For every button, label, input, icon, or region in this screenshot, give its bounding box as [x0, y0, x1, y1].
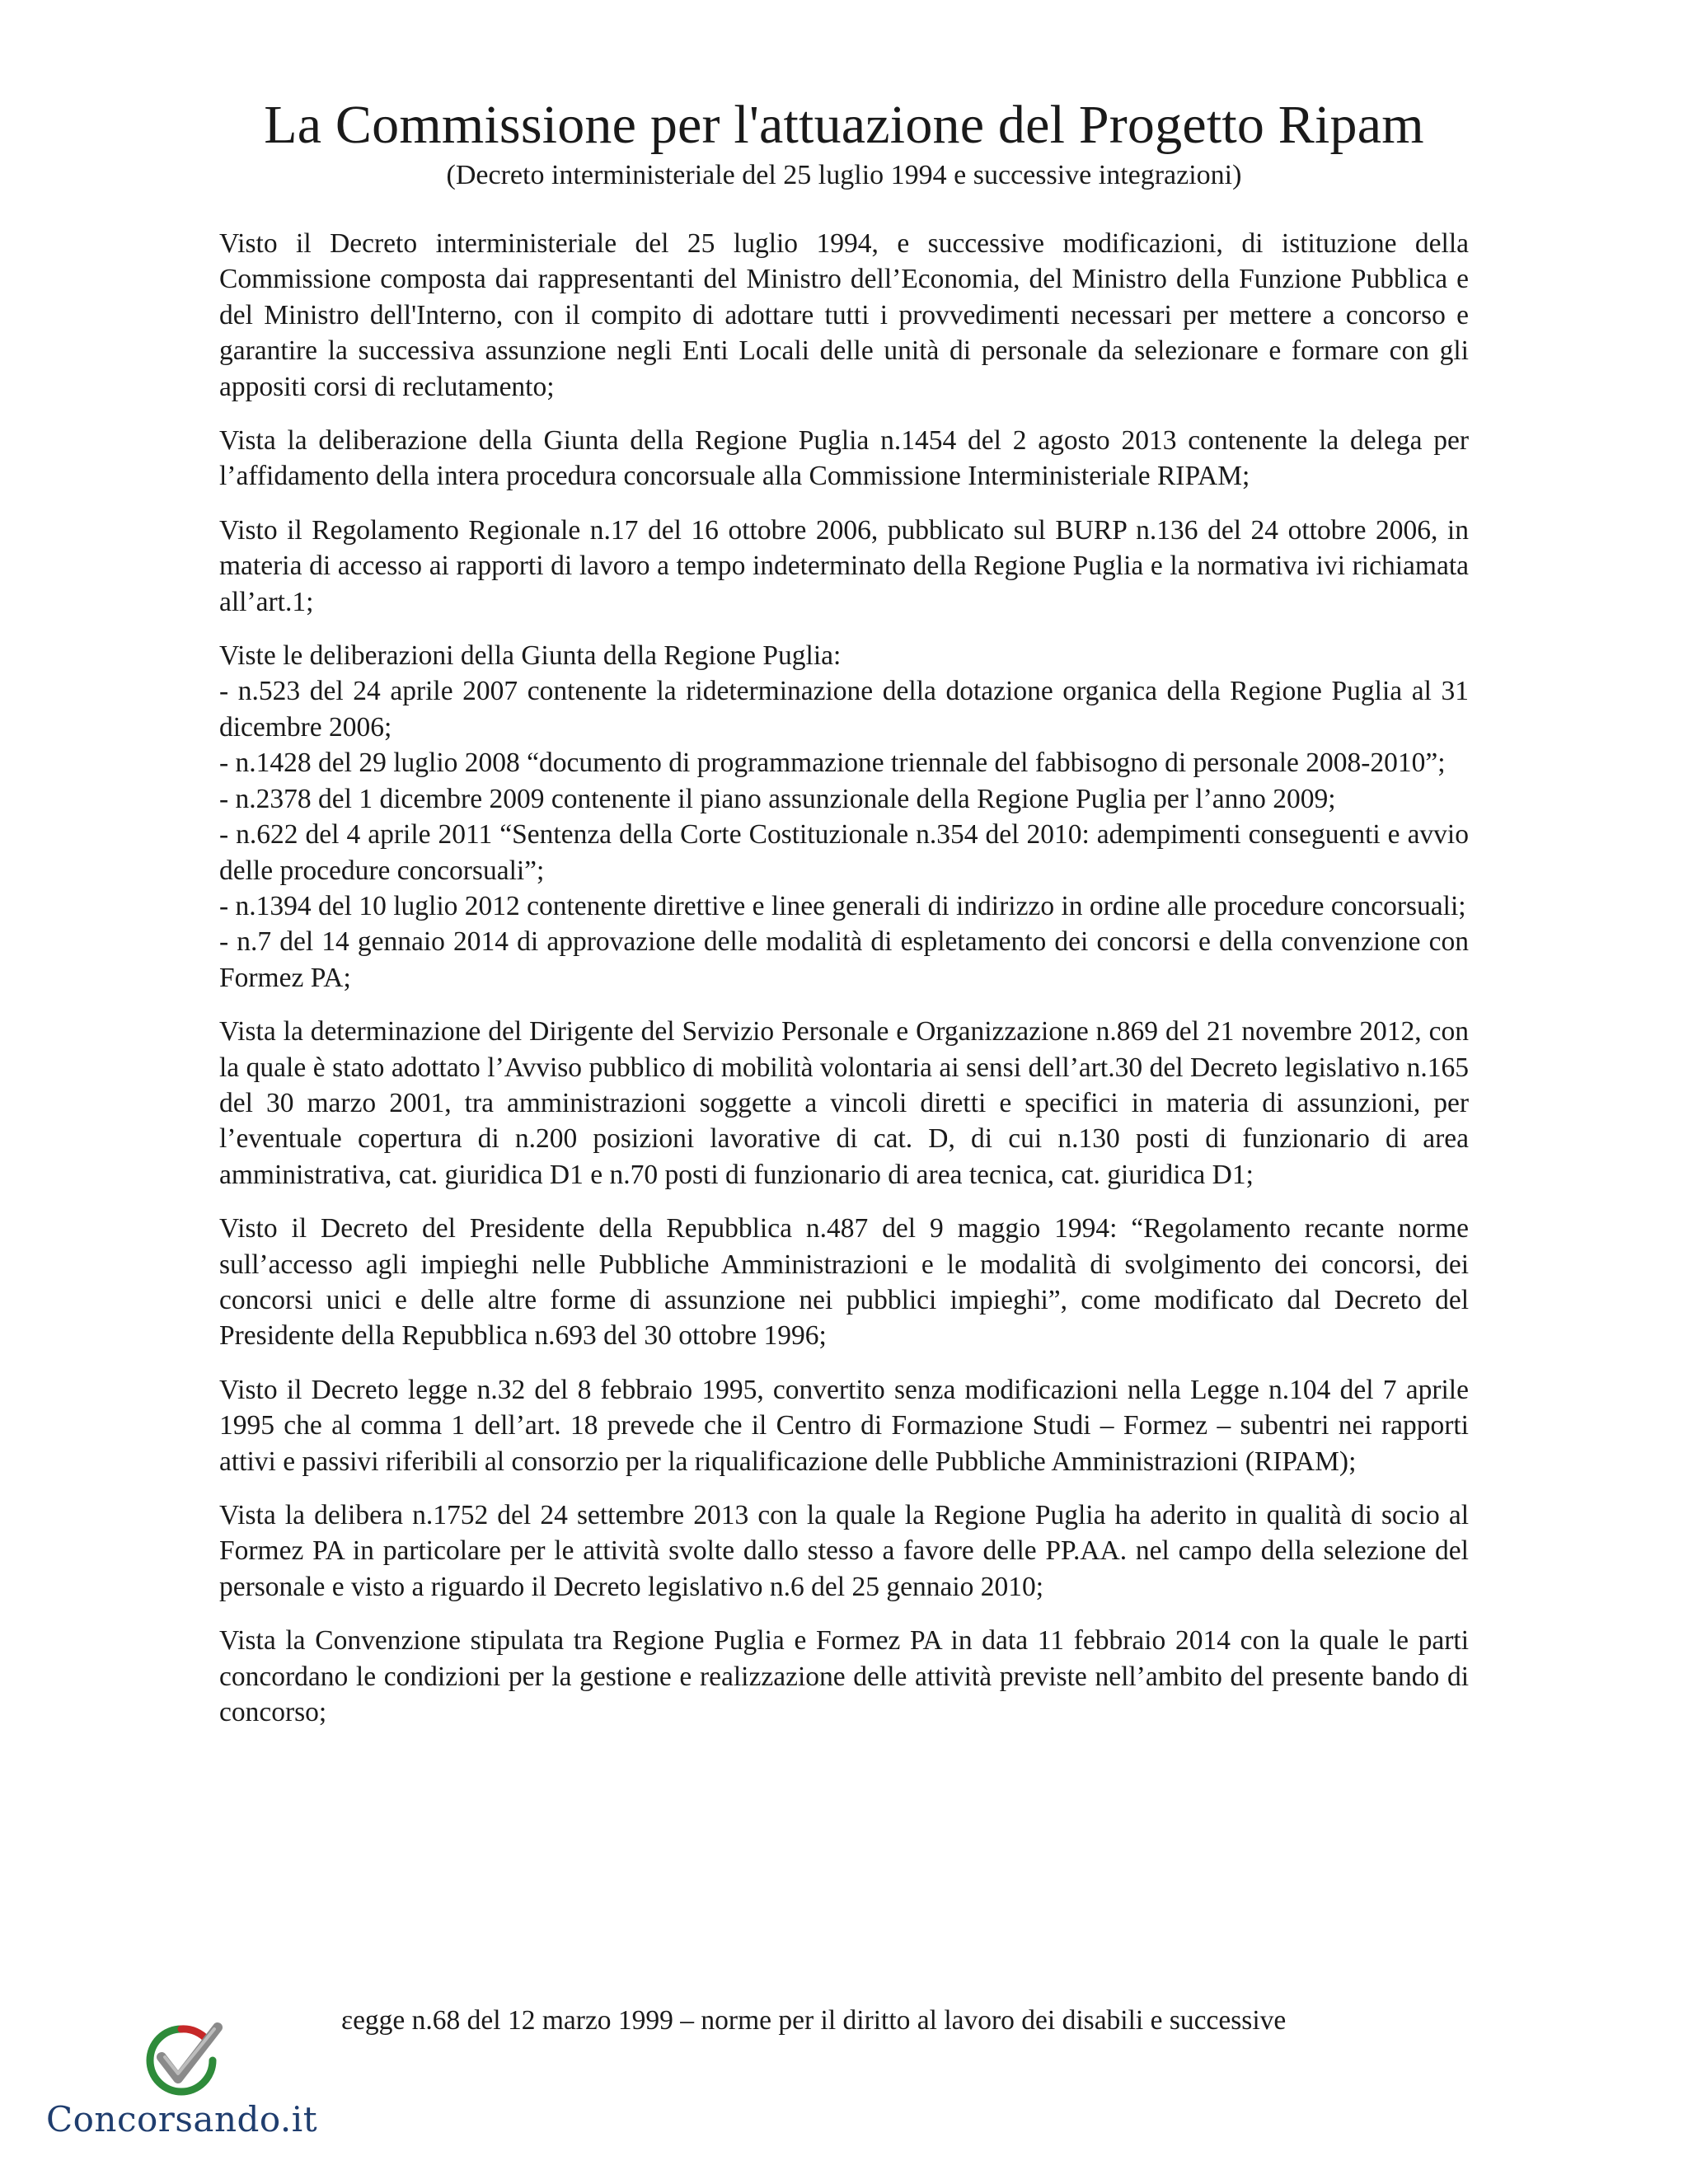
paragraph: Visto il Decreto interministeriale del 25 luglio 1994, e successive modificazioni, di istituzione della Commissione composta dai rappresentanti del Ministro dell’Economia, del Ministro della Funzione Pubblica e del Ministro dell'Interno, con il compito di adottare tutti i provvedimenti necessari per mettere a concorso e garantire la successiva assunzione negli Enti Locali delle unità di personale da selezionare e formare con gli appositi corsi di reclutamento; — [219, 228, 1469, 402]
list-item: - n.2378 del 1 dicembre 2009 contenente il piano assunzionale della Regione Puglia per l’anno 2009; — [219, 783, 1336, 814]
checkmark-circle-icon — [132, 2019, 231, 2098]
document-body — [219, 226, 1469, 1730]
list-item: - n.523 del 24 aprile 2007 contenente la rideterminazione della dotazione organica della Regione Puglia al 31 dicembre 2006; — [219, 676, 1469, 743]
page-title: La Commissione per l'attuazione del Progetto Ripam — [264, 95, 1424, 155]
paragraph: Visto il Regolamento Regionale n.17 del 16 ottobre 2006, pubblicato sul BURP n.136 del 24 ottobre 2006, in materia di accesso ai rapporti di lavoro a tempo indeterminato della Regione Puglia e la normativa ivi richiamata all’art.1; — [219, 514, 1469, 617]
list-item: - n.622 del 4 aprile 2011 “Sentenza della Corte Costituzionale n.354 del 2010: adempimenti conseguenti e avvio delle procedure concorsuali”; — [219, 819, 1469, 886]
paragraph: Vista la determinazione del Dirigente del Servizio Personale e Organizzazione n.869 del 21 novembre 2012, con la quale è stato adottato l’Avviso pubblico di mobilità volontaria ai sensi dell’art.30 del Decreto legislativo n.165 del 30 marzo 2001, tra amministrazioni soggette a vincoli diretti e specifici in materia di assunzioni, per l’eventuale copertura di n.200 posizioni lavorative di cat. D, di cui n.130 posti di funzionario di area amministrativa, cat. giuridica D1 e n.70 posti di funzionario di area tecnica, cat. giuridica D1; — [219, 1016, 1469, 1190]
logo-text: Concorsando.it — [46, 2099, 318, 2139]
deliberations-list — [219, 638, 1469, 996]
paragraph: Visto il Decreto del Presidente della Repubblica n.487 del 9 maggio 1994: “Regolamento recante norme sull’accesso agli impieghi nelle Pubbliche Amministrazioni e le modalità di svolgimento dei concorsi, dei concorsi unici e delle altre forme di assunzione nei pubblici impieghi”, come modificato dal Decreto del Presidente della Repubblica n.693 del 30 ottobre 1996; — [219, 1213, 1469, 1352]
paragraph: Vista la Convenzione stipulata tra Regione Puglia e Formez PA in data 11 febbraio 2014 con la quale le parti concordano le condizioni per la gestione e realizzazione delle attività previste nell’ambito del presente bando di concorso; — [219, 1625, 1469, 1728]
list-intro: Viste le deliberazioni della Giunta della Regione Puglia: — [219, 640, 842, 672]
concorsando-logo — [46, 2019, 318, 2151]
list-item: - n.1394 del 10 luglio 2012 contenente direttive e linee generali di indirizzo in ordine alle procedure concorsuali; — [219, 890, 1466, 921]
paragraph: Vista la deliberazione della Giunta della Regione Puglia n.1454 del 2 agosto 2013 contenente la delega per l’affidamento della intera procedura concorsuale alla Commissione Interministeriale RIPAM; — [219, 425, 1469, 492]
list-item: - n.1428 del 29 luglio 2008 “documento di programmazione triennale del fabbisogno di personale 2008-2010”; — [219, 748, 1446, 779]
paragraph: Vista la delibera n.1752 del 24 settembre 2013 con la quale la Regione Puglia ha aderito in qualità di socio al Formez PA in particolare per le attività svolte dallo stesso a favore delle PP.AA. nel campo della selezione del personale e visto a riguardo il Decreto legislativo n.6 del 25 gennaio 2010; — [219, 1500, 1469, 1602]
paragraph: Visto il Decreto legge n.32 del 8 febbraio 1995, convertito senza modificazioni nella Legge n.104 del 7 aprile 1995 che al comma 1 dell’art. 18 prevede che il Centro di Formazione Studi – Formez – subentri nei rapporti attivi e passivi riferibili al consorzio per la riqualificazione delle Pubbliche Amministrazioni (RIPAM); — [219, 1374, 1469, 1477]
page-subtitle: (Decreto interministeriale del 25 luglio 1994 e successive integrazioni) — [446, 160, 1242, 190]
paragraph-partial: ɛegge n.68 del 12 marzo 1999 – norme per il diritto al lavoro dei disabili e successive — [341, 2005, 1287, 2036]
list-item: - n.7 del 14 gennaio 2014 di approvazione delle modalità di espletamento dei concorsi e della convenzione con Formez PA; — [219, 926, 1469, 993]
